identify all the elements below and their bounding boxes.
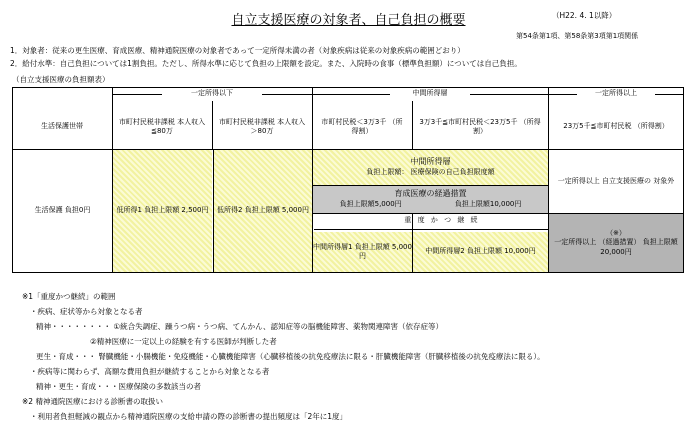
above-severe-limit: 一定所得以上 （経過措置） 負担上限額 20,000円: [554, 238, 678, 256]
intro-line-2: 2．給付水準：自己負担については1割負担。ただし、所得水準に応じて負担の上限額を設定。また、入院時の食事（標準負担額）については自己負担。: [10, 59, 522, 68]
col-tax-exempt-low: 市町村民税非課税 本人収入≦80万: [118, 117, 206, 135]
note-2-heading: ※2 精神通院医療における診断書の取扱い: [22, 397, 163, 406]
table-label: （自立支援医療の負担額表）: [12, 75, 110, 84]
col-above: 23万5千≦市町村民税 （所得割）: [563, 122, 669, 131]
note-1-line-3: ②精神医療に一定以上の経験を有する医師が判断した者: [90, 337, 277, 346]
severe-continuing-label: 重 度 か つ 継 続: [404, 216, 480, 225]
header-below-income: 一定所得以下: [162, 88, 262, 100]
ikusei-transition-box: [313, 185, 548, 213]
page-title: 自立支援医療の対象者、自己負担の概要: [231, 13, 466, 28]
ikusei-limit-1: 負担上限額5,000円: [339, 200, 402, 209]
middle-desc: 負担上限額： 医療保険の自己負担限度額: [366, 168, 495, 177]
above-income-transition: [549, 214, 683, 272]
col-welfare: 生活保護世帯: [41, 122, 83, 131]
note-2-line-1: ・利用者負担軽減の観点から精神通院医療の支給申請の際の診断書の提出頻度は「2年に1度」: [30, 412, 348, 421]
note-1-line-4: 更生・育成・・・ 腎臓機能・小腸機能・免疫機能・心臓機能障害（心臓移植後の抗免疫療法に限る・肝臓機能障害（肝臓移植後の抗免疫療法に限る）。: [36, 352, 545, 361]
col-tax-exempt-high: 市町村民税非課税 本人収入＞80万: [218, 117, 306, 135]
middle-title: 中間所得層: [410, 157, 451, 167]
above-income-excluded: 一定所得以上 自立支援医療の 対象外: [557, 176, 675, 185]
middle-income-1: 中間所得層1 負担上限額 5,000円: [313, 232, 412, 272]
note-1-line-2: 精神・・・・・・・・ ①統合失調症、躁うつ病・うつ病、てんかん、認知症等の脳機能障害、薬物関連障害（依存症等）: [36, 322, 444, 331]
low-income-1: 低所得1 負担上限額 2,500円: [113, 150, 212, 272]
welfare-burden: 生活保護 負担0円: [34, 206, 91, 215]
note-1-line-1: ・疾病、症状等から対象となる者: [30, 307, 143, 316]
middle-income-box: [313, 150, 548, 185]
effective-date: （H22. 4. 1以降）: [552, 11, 617, 20]
middle-income-2: 中間所得層2 負担上限額 10,000円: [413, 232, 548, 272]
severe-note-mark: （※）: [606, 228, 626, 237]
ikusei-limit-2: 負担上限額10,000円: [454, 200, 522, 209]
low-income-2: 低所得2 負担上限額 5,000円: [213, 150, 312, 272]
header-middle-income: 中間所得層: [390, 88, 470, 100]
note-1-line-5: ・疾病等に関わらず、高額な費用負担が継続することから対象となる者: [30, 367, 270, 376]
intro-line-1: 1．対象者：従来の更生医療、育成医療、精神通院医療の対象者であって一定所得未満の者（対象疾病は従来の対象疾病の範囲どおり）: [10, 46, 465, 55]
burden-table: [12, 87, 684, 273]
note-1-line-6: 精神・更生・育成・・・医療保険の多数該当の者: [36, 382, 201, 391]
header-above-income: 一定所得以上: [577, 88, 655, 100]
col-middle-2: 3万3千≦市町村民税＜23万5千 （所得割）: [419, 117, 541, 135]
law-reference: 第54条第1項、第58条第3項第1項関係: [516, 32, 639, 40]
note-1-heading: ※1「重度かつ継続」の範囲: [22, 292, 116, 301]
col-middle-1: 市町村民税＜3万3千 （所得割）: [321, 117, 403, 135]
ikusei-title: 育成医療の経過措置: [394, 189, 467, 199]
